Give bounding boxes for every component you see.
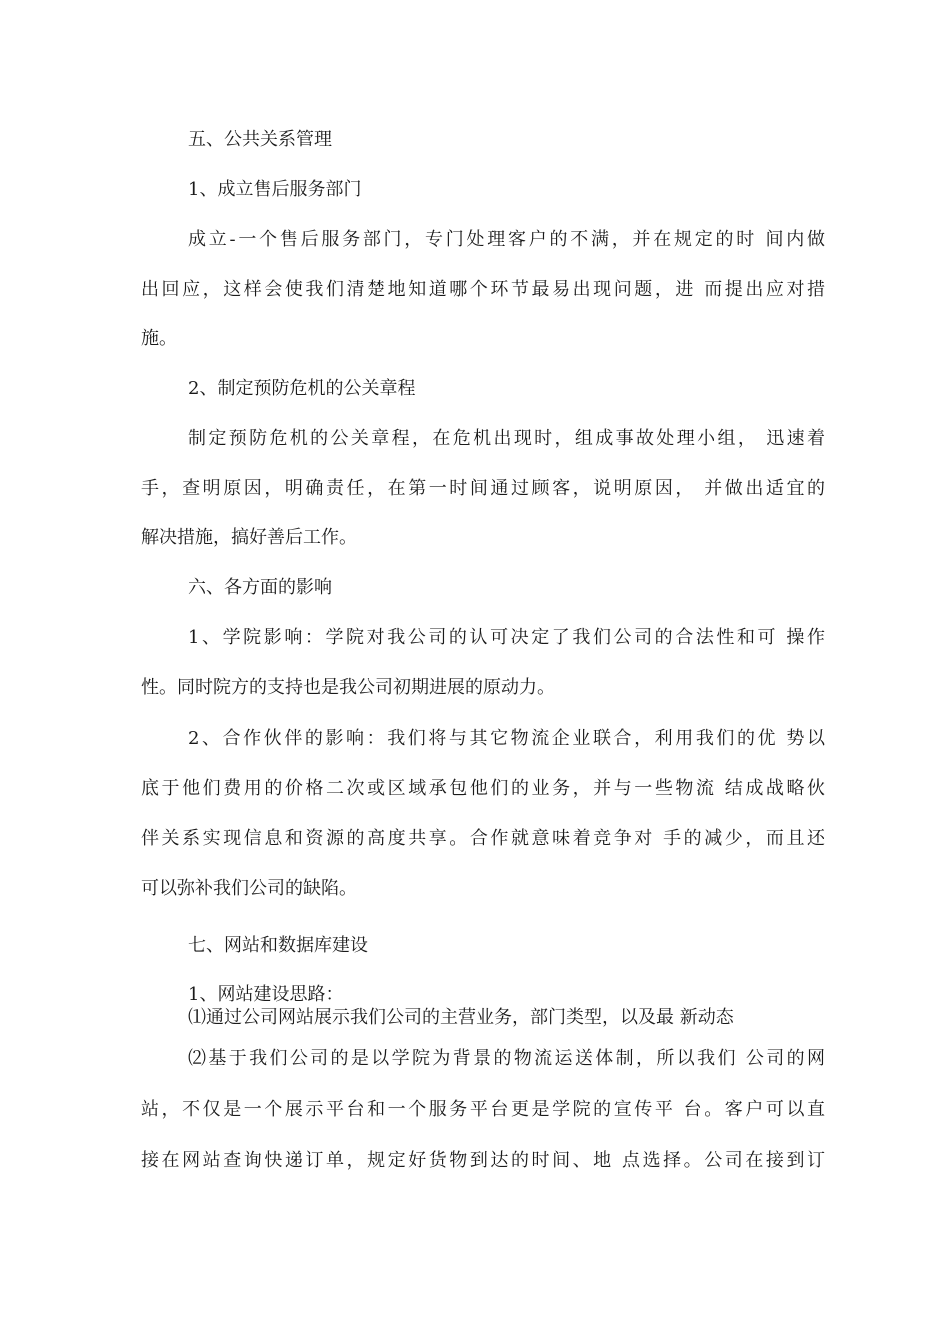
- paragraph-line: 1、学院影响：学院对我公司的认可决定了我们公司的合法性和可 操作: [188, 627, 825, 648]
- paragraph-line: 可以弥补我们公司的缺陷。: [141, 878, 357, 899]
- section-heading-7: 七、网站和数据库建设: [188, 935, 368, 956]
- paragraph-line: 制定预防危机的公关章程，在危机出现时，组成事故处理小组， 迅速着: [188, 428, 825, 449]
- subheading-2: 2、制定预防危机的公关章程: [188, 378, 416, 399]
- section-heading-5: 五、公共关系管理: [188, 129, 332, 150]
- list-item: ⑴通过公司网站展示我们公司的主营业务，部门类型，以及最 新动态: [188, 1007, 734, 1028]
- paragraph-line: 成立-一个售后服务部门，专门处理客户的不满，并在规定的时 间内做: [188, 229, 825, 250]
- paragraph-line: 2、合作伙伴的影响：我们将与其它物流企业联合，利用我们的优 势以: [188, 728, 825, 749]
- subheading-1: 1、成立售后服务部门: [188, 179, 362, 200]
- paragraph-line: 出回应，这样会使我们清楚地知道哪个环节最易出现问题，进 而提出应对措: [141, 279, 825, 300]
- section-heading-6: 六、各方面的影响: [188, 577, 332, 598]
- paragraph-line: 性。同时院方的支持也是我公司初期进展的原动力。: [141, 677, 555, 698]
- subheading-1: 1、网站建设思路：: [188, 984, 344, 1005]
- list-item: ⑵基于我们公司的是以学院为背景的物流运送体制，所以我们 公司的网: [188, 1048, 825, 1069]
- paragraph-line: 接在网站查询快递订单，规定好货物到达的时间、地 点选择。公司在接到订: [141, 1150, 825, 1171]
- paragraph-line: 解决措施，搞好善后工作。: [141, 527, 357, 548]
- paragraph-line: 底于他们费用的价格二次或区域承包他们的业务，并与一些物流 结成战略伙: [141, 778, 825, 799]
- paragraph-line: 伴关系实现信息和资源的高度共享。合作就意味着竞争对 手的减少，而且还: [141, 828, 825, 849]
- paragraph-line: 施。: [141, 328, 177, 349]
- paragraph-line: 站，不仅是一个展示平台和一个服务平台更是学院的宣传平 台。客户可以直: [141, 1099, 825, 1120]
- paragraph-line: 手，查明原因，明确责任，在第一时间通过顾客，说明原因， 并做出适宜的: [141, 478, 825, 499]
